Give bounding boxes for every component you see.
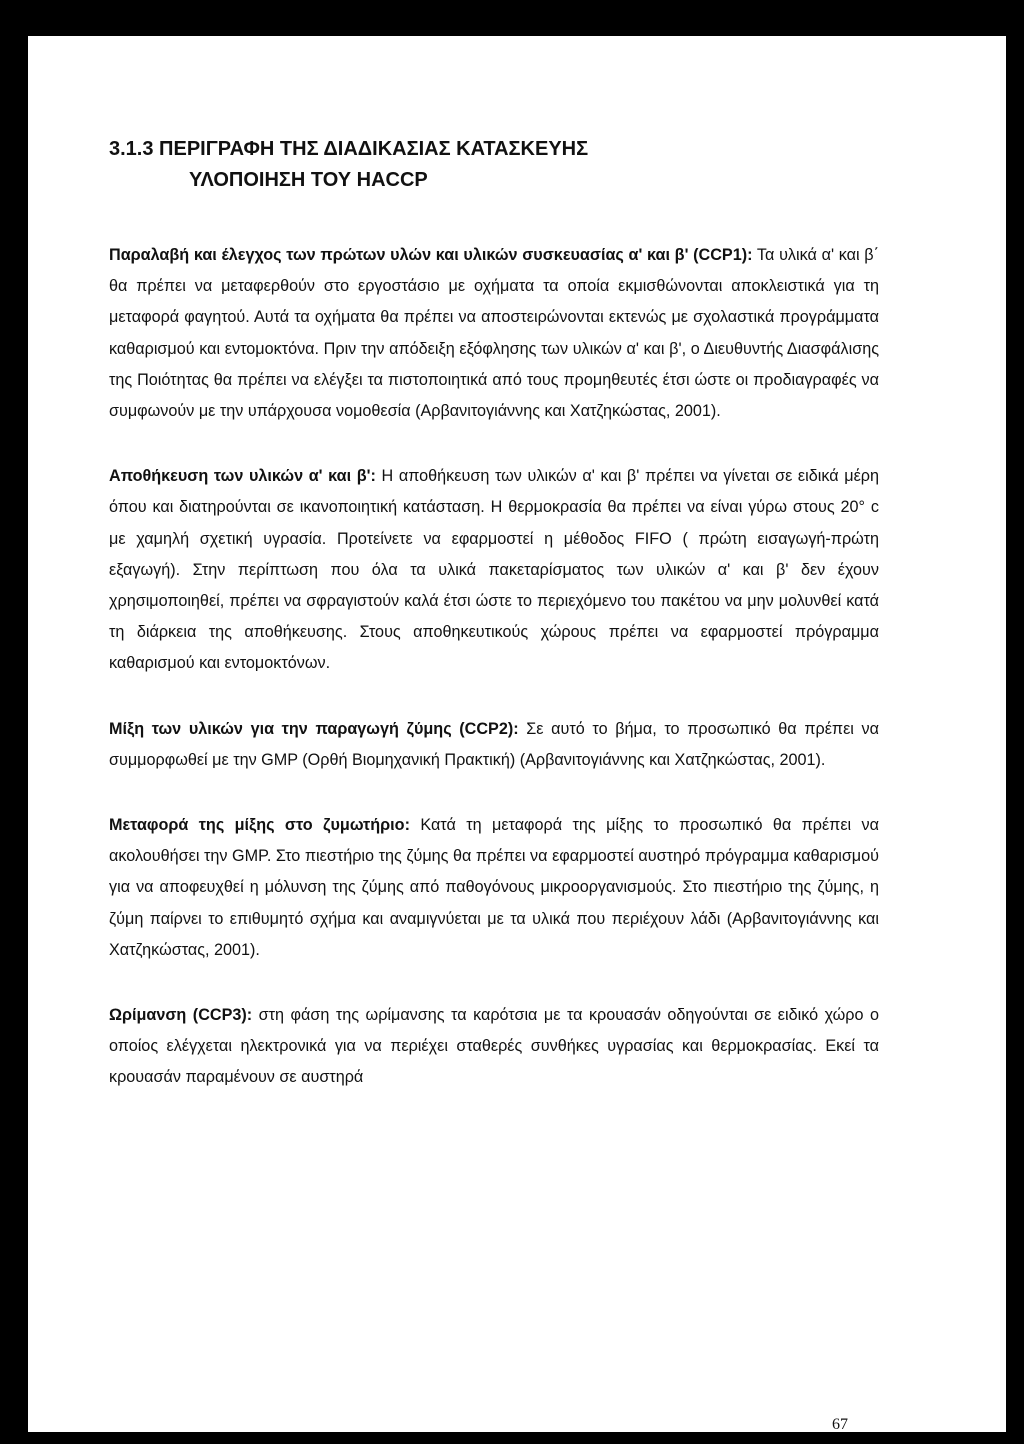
paragraph-lead: Παραλαβή και έλεγχος των πρώτων υλών και υλικών συσκευασίας α' και β' (CCP1): (109, 246, 753, 264)
document-sheet (28, 36, 1006, 1432)
section-heading-line-2: ΥΛΟΠΟΙΗΣΗ ΤΟΥ HACCP (189, 169, 428, 191)
paragraph-lead: Μίξη των υλικών για την παραγωγή ζύμης (CCP2): (109, 719, 519, 738)
paragraph-proofing (109, 1000, 879, 1094)
paragraph-text: Κατά τη μεταφορά της μίξης το προσωπικό θα πρέπει να ακολουθήσει την GMP. Στο πιεστήριο της ζύμης θα πρέπει να εφαρμοστεί αυστηρό πρόγραμμα καθαρισμού για να αποφευχθεί η μόλυνση της ζύμης από παθογόνους μικροοργανισμούς. Στο πιεστήριο της ζύμης, η ζύμη παίρνει το επιθυμητό σχήμα και αναμιγνύεται με τα υλικά που περιέχουν λάδι (Αρβανιτογιάννης και Χατζηκώστας, 2001). (109, 816, 879, 959)
paragraph-text: στη φάση της ωρίμανσης τα καρότσια με τα κρουασάν οδηγούνται σε ειδικό χώρο ο οποίος ελέγχεται ηλεκτρονικά για να περιέχει σταθερές συνθήκες υγρασίας και θερμοκρασίας. Εκεί τα κρουασάν παραμένουν σε αυστηρά (109, 1006, 879, 1087)
paragraph-lead: Αποθήκευση των υλικών α' και β': (109, 467, 376, 486)
section-heading (109, 134, 879, 196)
paragraph-text: Σε αυτό το βήμα, το προσωπικό θα πρέπει να συμμορφωθεί με την GMP (Ορθή Βιομηχανική Πρακτική) (Αρβανιτογιάννης και Χατζηκώστας, 2001). (109, 719, 879, 769)
page-number: 67 (832, 1416, 848, 1433)
paragraph-text: Η αποθήκευση των υλικών α' και β' πρέπει να γίνεται σε ειδικά μέρη όπου και διατηρούνται σε ικανοποιητική κατάσταση. Η θερμοκρασία θα πρέπει να είναι γύρω στους 20° c με χαμηλή σχετική υγρασία. Προτείνετε να εφαρμοστεί η μέθοδος FIFO ( πρώτη εισαγωγή-πρώτη εξαγωγή). Στην περίπτωση που όλα τα υλικά πακεταρίσματος των υλικών α' και β' δεν έχουν χρησιμοποιηθεί, πρέπει να σφραγιστούν καλά έτσι ώστε το περιεχόμενο του πακέτου να μην μολυνθεί κατά τη διάρκεια της αποθήκευσης. Στους αποθηκευτικούς χώρους πρέπει να εφαρμοστεί πρόγραμμα καθαρισμού και εντομοκτόνων. (109, 467, 880, 673)
section-heading-line-1: 3.1.3 ΠΕΡΙΓΡΑΦΗ ΤΗΣ ΔΙΑΔΙΚΑΣΙΑΣ ΚΑΤΑΣΚΕΥΗΣ (109, 138, 589, 160)
paragraph-mixing (109, 714, 879, 776)
paragraph-transfer (109, 810, 879, 966)
paragraph-lead: Ωρίμανση (CCP3): (109, 1006, 253, 1025)
paragraph-receiving-materials (109, 240, 879, 427)
document-body (109, 134, 879, 1128)
paragraph-lead: Μεταφορά της μίξης στο ζυμωτήριο: (109, 816, 410, 835)
paragraph-text: Τα υλικά α' και β΄ θα πρέπει να μεταφερθούν στο εργοστάσιο με οχήματα τα οποία εκμισθώνονται αποκλειστικά για τη μεταφορά φαγητού. Αυτά τα οχήματα θα πρέπει να αποστειρώνονται εκτενώς με σχολαστικά προγράμματα καθαρισμού και εντομοκτόνα. Πριν την απόδειξη εξόφλησης των υλικών α' και β', ο Διευθυντής Διασφάλισης της Ποιότητας θα πρέπει να ελέγξει τα πιστοποιητικά από τους προμηθευτές έτσι ώστε οι προδιαγραφές να συμφωνούν με την υπάρχουσα νομοθεσία (Αρβανιτογιάννης και Χατζηκώστας, 2001). (109, 246, 880, 421)
paragraph-storage (109, 461, 879, 679)
